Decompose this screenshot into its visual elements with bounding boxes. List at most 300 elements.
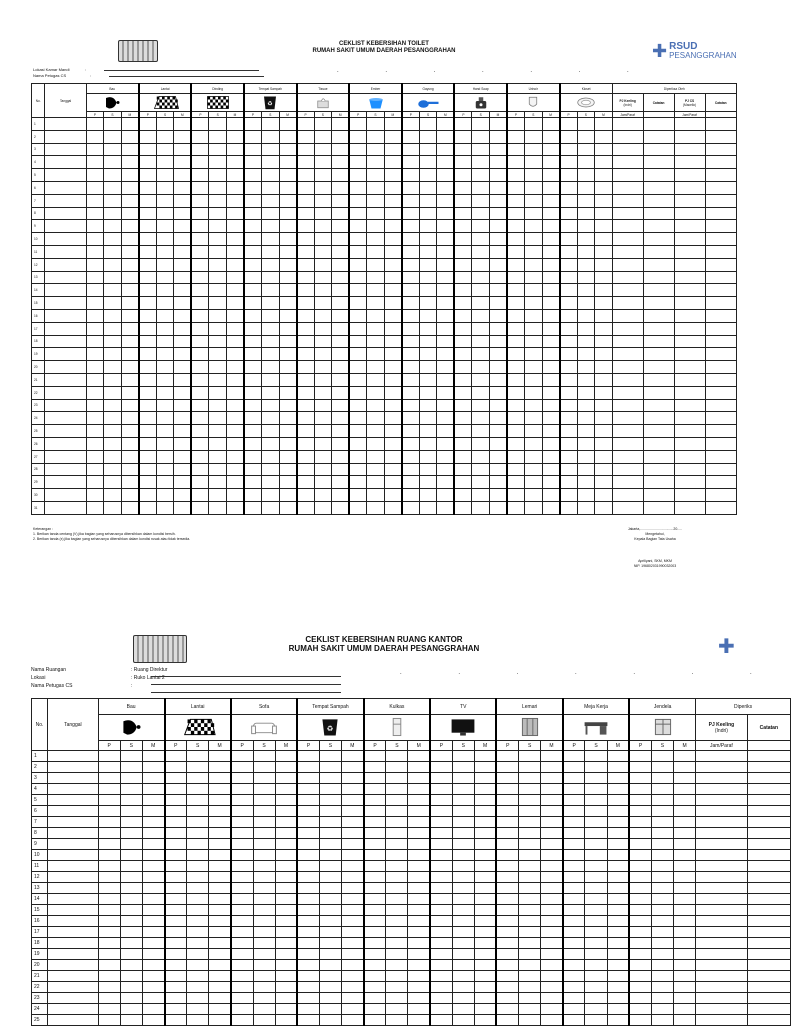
check-cell[interactable] <box>332 335 350 348</box>
check-cell[interactable] <box>651 938 673 949</box>
check-cell[interactable] <box>474 795 496 806</box>
check-cell[interactable] <box>314 361 332 374</box>
check-cell[interactable] <box>595 309 613 322</box>
check-cell[interactable] <box>454 130 472 143</box>
date-cell[interactable] <box>45 335 86 348</box>
check-cell[interactable] <box>226 169 244 182</box>
check-cell[interactable] <box>419 386 437 399</box>
check-cell[interactable] <box>121 309 139 322</box>
check-cell[interactable] <box>542 476 560 489</box>
check-cell[interactable] <box>231 784 253 795</box>
check-cell[interactable] <box>437 233 455 246</box>
check-cell[interactable] <box>472 309 490 322</box>
check-cell[interactable] <box>86 348 104 361</box>
sign-cell[interactable] <box>674 348 705 361</box>
check-cell[interactable] <box>191 220 209 233</box>
check-cell[interactable] <box>231 817 253 828</box>
check-cell[interactable] <box>349 297 367 310</box>
check-cell[interactable] <box>585 850 607 861</box>
check-cell[interactable] <box>651 905 673 916</box>
check-cell[interactable] <box>142 839 164 850</box>
check-cell[interactable] <box>121 463 139 476</box>
date-cell[interactable] <box>45 463 86 476</box>
check-cell[interactable] <box>489 450 507 463</box>
sign-cell[interactable] <box>747 1015 790 1026</box>
check-cell[interactable] <box>408 971 430 982</box>
check-cell[interactable] <box>231 872 253 883</box>
check-cell[interactable] <box>297 949 319 960</box>
check-cell[interactable] <box>142 949 164 960</box>
check-cell[interactable] <box>607 795 629 806</box>
date-cell[interactable] <box>45 271 86 284</box>
check-cell[interactable] <box>86 130 104 143</box>
check-cell[interactable] <box>142 773 164 784</box>
check-cell[interactable] <box>174 207 192 220</box>
check-cell[interactable] <box>563 850 585 861</box>
check-cell[interactable] <box>191 181 209 194</box>
check-cell[interactable] <box>585 971 607 982</box>
check-cell[interactable] <box>430 795 452 806</box>
check-cell[interactable] <box>279 207 297 220</box>
check-cell[interactable] <box>629 751 651 762</box>
check-cell[interactable] <box>209 207 227 220</box>
check-cell[interactable] <box>275 960 297 971</box>
check-cell[interactable] <box>187 784 209 795</box>
check-cell[interactable] <box>430 828 452 839</box>
check-cell[interactable] <box>191 399 209 412</box>
check-cell[interactable] <box>560 463 578 476</box>
check-cell[interactable] <box>430 872 452 883</box>
check-cell[interactable] <box>244 437 262 450</box>
meta-value-petugas[interactable]: : <box>131 683 133 689</box>
check-cell[interactable] <box>139 450 157 463</box>
sign-cell[interactable] <box>747 938 790 949</box>
check-cell[interactable] <box>142 850 164 861</box>
check-cell[interactable] <box>174 118 192 131</box>
check-cell[interactable] <box>519 773 541 784</box>
check-cell[interactable] <box>342 938 364 949</box>
check-cell[interactable] <box>542 348 560 361</box>
check-cell[interactable] <box>386 806 408 817</box>
check-cell[interactable] <box>156 156 174 169</box>
check-cell[interactable] <box>139 399 157 412</box>
check-cell[interactable] <box>262 207 280 220</box>
check-cell[interactable] <box>560 194 578 207</box>
sign-cell[interactable] <box>674 220 705 233</box>
check-cell[interactable] <box>156 169 174 182</box>
check-cell[interactable] <box>472 130 490 143</box>
check-cell[interactable] <box>595 322 613 335</box>
check-cell[interactable] <box>607 850 629 861</box>
check-cell[interactable] <box>174 463 192 476</box>
check-cell[interactable] <box>165 828 187 839</box>
check-cell[interactable] <box>187 916 209 927</box>
check-cell[interactable] <box>489 181 507 194</box>
check-cell[interactable] <box>507 297 525 310</box>
check-cell[interactable] <box>519 751 541 762</box>
check-cell[interactable] <box>472 489 490 502</box>
check-cell[interactable] <box>349 118 367 131</box>
check-cell[interactable] <box>244 220 262 233</box>
check-cell[interactable] <box>673 817 695 828</box>
check-cell[interactable] <box>454 284 472 297</box>
check-cell[interactable] <box>525 233 543 246</box>
check-cell[interactable] <box>231 905 253 916</box>
check-cell[interactable] <box>253 905 275 916</box>
check-cell[interactable] <box>384 194 402 207</box>
sign-cell[interactable] <box>705 348 736 361</box>
check-cell[interactable] <box>98 795 120 806</box>
check-cell[interactable] <box>577 373 595 386</box>
check-cell[interactable] <box>585 883 607 894</box>
check-cell[interactable] <box>349 361 367 374</box>
check-cell[interactable] <box>563 982 585 993</box>
check-cell[interactable] <box>98 938 120 949</box>
check-cell[interactable] <box>332 194 350 207</box>
check-cell[interactable] <box>542 143 560 156</box>
check-cell[interactable] <box>104 118 122 131</box>
check-cell[interactable] <box>342 773 364 784</box>
check-cell[interactable] <box>226 220 244 233</box>
check-cell[interactable] <box>542 297 560 310</box>
check-cell[interactable] <box>542 207 560 220</box>
check-cell[interactable] <box>419 501 437 514</box>
check-cell[interactable] <box>507 489 525 502</box>
check-cell[interactable] <box>577 348 595 361</box>
sign-cell[interactable] <box>696 850 748 861</box>
date-cell[interactable] <box>45 284 86 297</box>
check-cell[interactable] <box>226 412 244 425</box>
check-cell[interactable] <box>332 437 350 450</box>
check-cell[interactable] <box>364 850 386 861</box>
check-cell[interactable] <box>563 817 585 828</box>
sign-cell[interactable] <box>696 916 748 927</box>
date-cell[interactable] <box>45 412 86 425</box>
check-cell[interactable] <box>452 905 474 916</box>
check-cell[interactable] <box>364 1004 386 1015</box>
check-cell[interactable] <box>319 850 341 861</box>
check-cell[interactable] <box>430 1015 452 1026</box>
check-cell[interactable] <box>560 476 578 489</box>
check-cell[interactable] <box>156 399 174 412</box>
check-cell[interactable] <box>142 971 164 982</box>
check-cell[interactable] <box>174 130 192 143</box>
check-cell[interactable] <box>454 220 472 233</box>
check-cell[interactable] <box>98 817 120 828</box>
check-cell[interactable] <box>525 501 543 514</box>
sign-cell[interactable] <box>747 1004 790 1015</box>
check-cell[interactable] <box>86 437 104 450</box>
check-cell[interactable] <box>121 194 139 207</box>
check-cell[interactable] <box>165 982 187 993</box>
check-cell[interactable] <box>174 399 192 412</box>
sign-cell[interactable] <box>696 883 748 894</box>
check-cell[interactable] <box>489 169 507 182</box>
check-cell[interactable] <box>585 751 607 762</box>
check-cell[interactable] <box>297 194 315 207</box>
sign-cell[interactable] <box>696 872 748 883</box>
check-cell[interactable] <box>367 156 385 169</box>
check-cell[interactable] <box>174 143 192 156</box>
check-cell[interactable] <box>226 284 244 297</box>
check-cell[interactable] <box>98 894 120 905</box>
check-cell[interactable] <box>651 927 673 938</box>
check-cell[interactable] <box>104 284 122 297</box>
check-cell[interactable] <box>541 751 563 762</box>
sign-cell[interactable] <box>643 309 674 322</box>
check-cell[interactable] <box>209 762 231 773</box>
check-cell[interactable] <box>349 130 367 143</box>
sign-cell[interactable] <box>696 1015 748 1026</box>
check-cell[interactable] <box>209 489 227 502</box>
sign-cell[interactable] <box>612 373 643 386</box>
sign-cell[interactable] <box>674 335 705 348</box>
check-cell[interactable] <box>244 348 262 361</box>
check-cell[interactable] <box>367 169 385 182</box>
sign-cell[interactable] <box>643 322 674 335</box>
check-cell[interactable] <box>297 450 315 463</box>
check-cell[interactable] <box>452 806 474 817</box>
check-cell[interactable] <box>408 894 430 905</box>
check-cell[interactable] <box>191 361 209 374</box>
check-cell[interactable] <box>226 476 244 489</box>
check-cell[interactable] <box>386 762 408 773</box>
check-cell[interactable] <box>226 450 244 463</box>
check-cell[interactable] <box>174 245 192 258</box>
check-cell[interactable] <box>253 916 275 927</box>
check-cell[interactable] <box>563 751 585 762</box>
check-cell[interactable] <box>367 361 385 374</box>
check-cell[interactable] <box>319 817 341 828</box>
check-cell[interactable] <box>489 399 507 412</box>
check-cell[interactable] <box>209 348 227 361</box>
check-cell[interactable] <box>275 894 297 905</box>
check-cell[interactable] <box>244 373 262 386</box>
check-cell[interactable] <box>525 297 543 310</box>
check-cell[interactable] <box>275 883 297 894</box>
check-cell[interactable] <box>279 322 297 335</box>
check-cell[interactable] <box>595 463 613 476</box>
check-cell[interactable] <box>332 412 350 425</box>
check-cell[interactable] <box>226 437 244 450</box>
check-cell[interactable] <box>364 839 386 850</box>
check-cell[interactable] <box>386 1004 408 1015</box>
check-cell[interactable] <box>253 850 275 861</box>
sign-cell[interactable] <box>705 271 736 284</box>
check-cell[interactable] <box>651 960 673 971</box>
check-cell[interactable] <box>319 949 341 960</box>
check-cell[interactable] <box>86 361 104 374</box>
check-cell[interactable] <box>139 463 157 476</box>
check-cell[interactable] <box>253 817 275 828</box>
check-cell[interactable] <box>121 271 139 284</box>
check-cell[interactable] <box>139 412 157 425</box>
date-cell[interactable] <box>48 839 99 850</box>
sign-cell[interactable] <box>674 284 705 297</box>
check-cell[interactable] <box>187 927 209 938</box>
check-cell[interactable] <box>319 927 341 938</box>
check-cell[interactable] <box>156 489 174 502</box>
check-cell[interactable] <box>86 245 104 258</box>
check-cell[interactable] <box>563 927 585 938</box>
check-cell[interactable] <box>297 1015 319 1026</box>
check-cell[interactable] <box>165 861 187 872</box>
check-cell[interactable] <box>209 245 227 258</box>
check-cell[interactable] <box>279 297 297 310</box>
check-cell[interactable] <box>402 412 420 425</box>
check-cell[interactable] <box>231 850 253 861</box>
check-cell[interactable] <box>253 1004 275 1015</box>
check-cell[interactable] <box>452 938 474 949</box>
check-cell[interactable] <box>408 861 430 872</box>
check-cell[interactable] <box>262 501 280 514</box>
check-cell[interactable] <box>541 971 563 982</box>
check-cell[interactable] <box>139 118 157 131</box>
check-cell[interactable] <box>472 220 490 233</box>
check-cell[interactable] <box>525 118 543 131</box>
check-cell[interactable] <box>98 806 120 817</box>
check-cell[interactable] <box>437 297 455 310</box>
check-cell[interactable] <box>629 872 651 883</box>
check-cell[interactable] <box>332 450 350 463</box>
check-cell[interactable] <box>474 1015 496 1026</box>
check-cell[interactable] <box>386 828 408 839</box>
check-cell[interactable] <box>454 399 472 412</box>
check-cell[interactable] <box>673 993 695 1004</box>
check-cell[interactable] <box>419 207 437 220</box>
sign-cell[interactable] <box>696 993 748 1004</box>
check-cell[interactable] <box>314 297 332 310</box>
check-cell[interactable] <box>86 399 104 412</box>
check-cell[interactable] <box>452 883 474 894</box>
sign-cell[interactable] <box>747 993 790 1004</box>
check-cell[interactable] <box>452 894 474 905</box>
check-cell[interactable] <box>98 905 120 916</box>
check-cell[interactable] <box>120 883 142 894</box>
check-cell[interactable] <box>452 795 474 806</box>
check-cell[interactable] <box>104 258 122 271</box>
check-cell[interactable] <box>226 463 244 476</box>
meta-value-lokasi[interactable]: : Ruko Lantai 2 <box>131 675 165 681</box>
check-cell[interactable] <box>104 335 122 348</box>
check-cell[interactable] <box>314 194 332 207</box>
check-cell[interactable] <box>187 806 209 817</box>
check-cell[interactable] <box>474 960 496 971</box>
check-cell[interactable] <box>262 220 280 233</box>
check-cell[interactable] <box>279 335 297 348</box>
check-cell[interactable] <box>86 271 104 284</box>
check-cell[interactable] <box>86 489 104 502</box>
date-cell[interactable] <box>45 361 86 374</box>
check-cell[interactable] <box>98 784 120 795</box>
check-cell[interactable] <box>496 883 518 894</box>
check-cell[interactable] <box>231 795 253 806</box>
check-cell[interactable] <box>262 412 280 425</box>
check-cell[interactable] <box>165 1004 187 1015</box>
check-cell[interactable] <box>98 839 120 850</box>
check-cell[interactable] <box>560 501 578 514</box>
check-cell[interactable] <box>262 258 280 271</box>
check-cell[interactable] <box>156 386 174 399</box>
check-cell[interactable] <box>142 1004 164 1015</box>
check-cell[interactable] <box>86 386 104 399</box>
check-cell[interactable] <box>595 437 613 450</box>
check-cell[interactable] <box>332 348 350 361</box>
check-cell[interactable] <box>454 501 472 514</box>
check-cell[interactable] <box>489 245 507 258</box>
check-cell[interactable] <box>121 233 139 246</box>
check-cell[interactable] <box>342 784 364 795</box>
check-cell[interactable] <box>542 118 560 131</box>
check-cell[interactable] <box>651 982 673 993</box>
check-cell[interactable] <box>191 425 209 438</box>
check-cell[interactable] <box>139 245 157 258</box>
sign-cell[interactable] <box>705 284 736 297</box>
check-cell[interactable] <box>525 463 543 476</box>
sign-cell[interactable] <box>612 309 643 322</box>
check-cell[interactable] <box>297 412 315 425</box>
check-cell[interactable] <box>541 916 563 927</box>
check-cell[interactable] <box>437 348 455 361</box>
check-cell[interactable] <box>319 916 341 927</box>
check-cell[interactable] <box>86 476 104 489</box>
check-cell[interactable] <box>244 118 262 131</box>
check-cell[interactable] <box>142 861 164 872</box>
check-cell[interactable] <box>174 425 192 438</box>
check-cell[interactable] <box>297 309 315 322</box>
check-cell[interactable] <box>577 207 595 220</box>
check-cell[interactable] <box>560 143 578 156</box>
check-cell[interactable] <box>430 949 452 960</box>
check-cell[interactable] <box>454 437 472 450</box>
check-cell[interactable] <box>349 463 367 476</box>
check-cell[interactable] <box>419 335 437 348</box>
check-cell[interactable] <box>297 751 319 762</box>
check-cell[interactable] <box>489 309 507 322</box>
check-cell[interactable] <box>98 850 120 861</box>
check-cell[interactable] <box>367 309 385 322</box>
check-cell[interactable] <box>595 361 613 374</box>
check-cell[interactable] <box>244 309 262 322</box>
check-cell[interactable] <box>541 795 563 806</box>
check-cell[interactable] <box>314 348 332 361</box>
check-cell[interactable] <box>191 207 209 220</box>
check-cell[interactable] <box>209 949 231 960</box>
check-cell[interactable] <box>629 927 651 938</box>
sign-cell[interactable] <box>696 1004 748 1015</box>
date-cell[interactable] <box>45 476 86 489</box>
check-cell[interactable] <box>139 130 157 143</box>
check-cell[interactable] <box>507 233 525 246</box>
check-cell[interactable] <box>474 982 496 993</box>
check-cell[interactable] <box>651 872 673 883</box>
check-cell[interactable] <box>279 348 297 361</box>
check-cell[interactable] <box>187 872 209 883</box>
check-cell[interactable] <box>402 118 420 131</box>
check-cell[interactable] <box>314 425 332 438</box>
check-cell[interactable] <box>86 156 104 169</box>
check-cell[interactable] <box>437 130 455 143</box>
check-cell[interactable] <box>342 949 364 960</box>
check-cell[interactable] <box>244 361 262 374</box>
check-cell[interactable] <box>629 894 651 905</box>
check-cell[interactable] <box>297 425 315 438</box>
check-cell[interactable] <box>297 118 315 131</box>
check-cell[interactable] <box>156 118 174 131</box>
check-cell[interactable] <box>319 894 341 905</box>
check-cell[interactable] <box>474 773 496 784</box>
check-cell[interactable] <box>174 169 192 182</box>
